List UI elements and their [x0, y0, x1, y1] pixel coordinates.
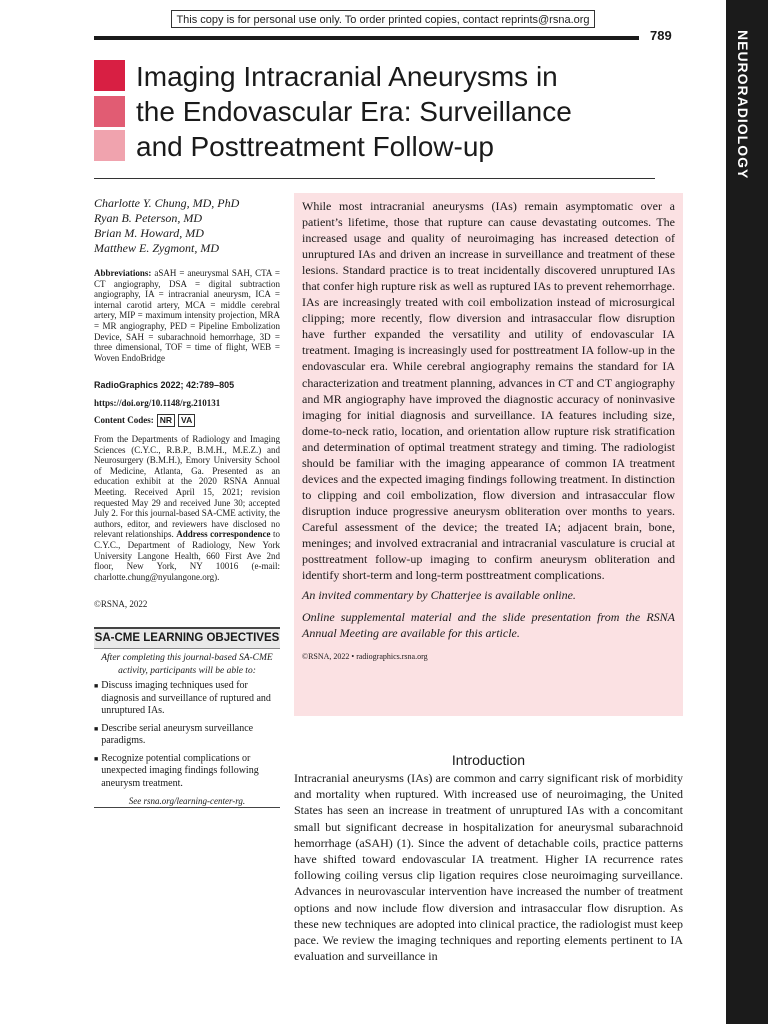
content-codes-label: Content Codes:: [94, 415, 154, 426]
content-code-badge: NR: [157, 414, 175, 427]
page-number: 789: [650, 28, 672, 43]
author: Matthew E. Zygmont, MD: [94, 241, 219, 255]
bullet-square-icon: ■: [94, 754, 99, 763]
doi-link[interactable]: https://doi.org/10.1148/rg.210131: [94, 398, 221, 408]
author: Charlotte Y. Chung, MD, PhD: [94, 196, 240, 210]
abstract-footer: ©RSNA, 2022 • radiographics.rsna.org: [302, 652, 428, 662]
author-list: [94, 196, 284, 256]
abbreviations-label: Abbreviations:: [94, 268, 152, 278]
abbreviations: [94, 268, 280, 363]
title-line-3: and Posttreatment Follow-up: [136, 131, 494, 162]
cme-item-text: Discuss imaging techniques used for diagnosis and surveillance of ruptured and unruptured IAs.: [101, 680, 271, 716]
accent-square-2: [94, 96, 125, 127]
list-item: [94, 680, 280, 718]
accent-square-1: [94, 60, 125, 91]
cme-item-text: Recognize potential complications or unexpected imaging findings following aneurysm treatment.: [101, 752, 259, 789]
author: Ryan B. Peterson, MD: [94, 211, 203, 225]
accent-square-3: [94, 130, 125, 161]
copyright: ©RSNA, 2022: [94, 599, 148, 609]
list-item: [94, 753, 280, 791]
list-item: [94, 723, 280, 748]
section-label: NEURORADIOLOGY: [735, 30, 751, 180]
header-rule: [94, 36, 639, 40]
section-heading: Introduction: [451, 752, 526, 768]
title-rule: [94, 178, 655, 179]
correspondence-text: to C.Y.C., Department of Radiology, New York University Langone Health, 660 First Ave 2nd floor, New York, NY 10016 (e-mail: charlotte.chung@nyulangone.org).: [94, 529, 281, 582]
bullet-square-icon: ■: [94, 682, 99, 690]
correspondence-label: Address correspondence: [176, 529, 271, 540]
commentary-note: An invited commentary by Chatterjee is available online.: [302, 588, 576, 603]
affiliations-text: From the Departments of Radiology and Imaging Sciences (C.Y.C., R.B.P., B.M.H., M.E.Z.) and Neurosurgery (B.M.H.), Emory University School of Medicine, Atlanta, Ga. Presented as an education exhibit at the 2020 RSNA Annual Meeting. Received April 15, 2021; revision requested May 29 and received June 30; accepted July 2. For this journal-based SA-CME activity, the authors, editor, and reviewers have disclosed no relevant relationships.: [94, 434, 280, 540]
abstract-box: [294, 193, 683, 716]
print-notice: This copy is for personal use only. To order printed copies, contact reprints@rsna.org: [171, 10, 595, 28]
bullet-square-icon: ■: [94, 724, 99, 733]
title-line-1: Imaging Intracranial Aneurysms in: [136, 61, 558, 92]
cme-title: SA-CME LEARNING OBJECTIVES: [94, 632, 280, 644]
abstract-text: While most intracranial aneurysms (IAs) remain asymptomatic over a patient’s lifetime, those that rupture can cause devastating outcomes. The increased usage and quality of neuroimaging has increased detection of unruptured IAs and driven an increase in surveillance and treatment of these lesions. Standard practice is to treat incidentally discovered unruptured IAs that confer high rupture risk as well as ruptured IAs to prevent rehemorrhage. IAs are increasingly treated with coil embolization instead of microsurgical clipping; more recently, flow diversion and intrasaccular flow disruption have further expanded the versatility and utility of endovascular IA treatment. Imaging is increasingly used for posttreatment IA follow-up in the endovascular era. While cerebral angiography remains the standard for IA characterization and treatment planning, advances in CT and CT angiography and MR angiography have improved the diagnostic accuracy of noninvasive imaging for initial diagnosis and surveillance. IA features including size, dome-to-neck ratio, location, and orientation allow rupture risk stratification and determination of optimal treatment strategy and timing. The radiologist should be familiar with the imaging appearance of common IA treatment devices and the expected imaging findings following treatment. In distinction to clipping and coil embolization, flow diversion and intrasaccular flow disruption induce progressive aneurysm obliteration over months to years. Careful assessment of the device; the treated IA; adjacent brain, bone, meninges; and involved extracranial and intracranial vasculature is crucial at posttreatment follow-up imaging to confirm aneurysm obliteration and identify short-term and long-term posttreatment complications.: [302, 199, 675, 583]
cme-header: [94, 627, 280, 649]
article-title: [136, 59, 696, 164]
cme-objectives: [94, 652, 280, 808]
citation: RadioGraphics 2022; 42:789–805: [94, 380, 235, 390]
cme-item-text: Describe serial aneurysm surveillance paradigms.: [101, 722, 254, 746]
author: Brian M. Howard, MD: [94, 226, 204, 240]
introduction-text: Intracranial aneurysms (IAs) are common and carry significant risk of morbidity and mortality when ruptured. With increased use of neuroimaging, the United States has seen an increase in treatment of unruptured IAs with a concomitant small but significant decrease in hospitalization for aneurysmal subarachnoid hemorrhage (aSAH) (1). Since the advent of detachable coils, practice patterns have shifted toward endovascular IA treatment. Higher IA recurrence rates following coiling versus clip ligation requires close neuroimaging surveillance. Advances in neurovascular intervention have increased the number of treatment options and now include flow diversion and intrasaccular flow disruption. As these new techniques are adopted into clinical practice, the radiologist must keep pace. We review the imaging techniques and reporting elements pertinent to IA evaluation and surveillance in: [294, 771, 683, 964]
cme-intro: After completing this journal-based SA-CME activity, participants will be able to:: [101, 653, 273, 676]
affiliations: [94, 434, 280, 582]
supplemental-note: Online supplemental material and the slide presentation from the RSNA Annual Meeting are available for this article.: [302, 610, 675, 641]
cme-link[interactable]: See rsna.org/learning-center-rg.: [128, 796, 246, 806]
content-code-badge: VA: [178, 414, 195, 427]
abbreviations-text: aSAH = aneurysmal SAH, CTA = CT angiography, DSA = digital subtraction angiography, IA = intracranial aneurysm, ICA = internal carotid artery, MCA = middle cerebral artery, MIP = maximum intensity projection, MRA = MR angiography, PED = Pipeline Embolization Device, SAH = subarachnoid hemorrhage, 3D = three dimensional, TOF = time of flight, WEB = Woven EndoBridge: [94, 268, 281, 363]
cme-rule: [94, 807, 280, 808]
title-line-2: the Endovascular Era: Surveillance: [136, 96, 572, 127]
content-codes: [94, 414, 280, 427]
